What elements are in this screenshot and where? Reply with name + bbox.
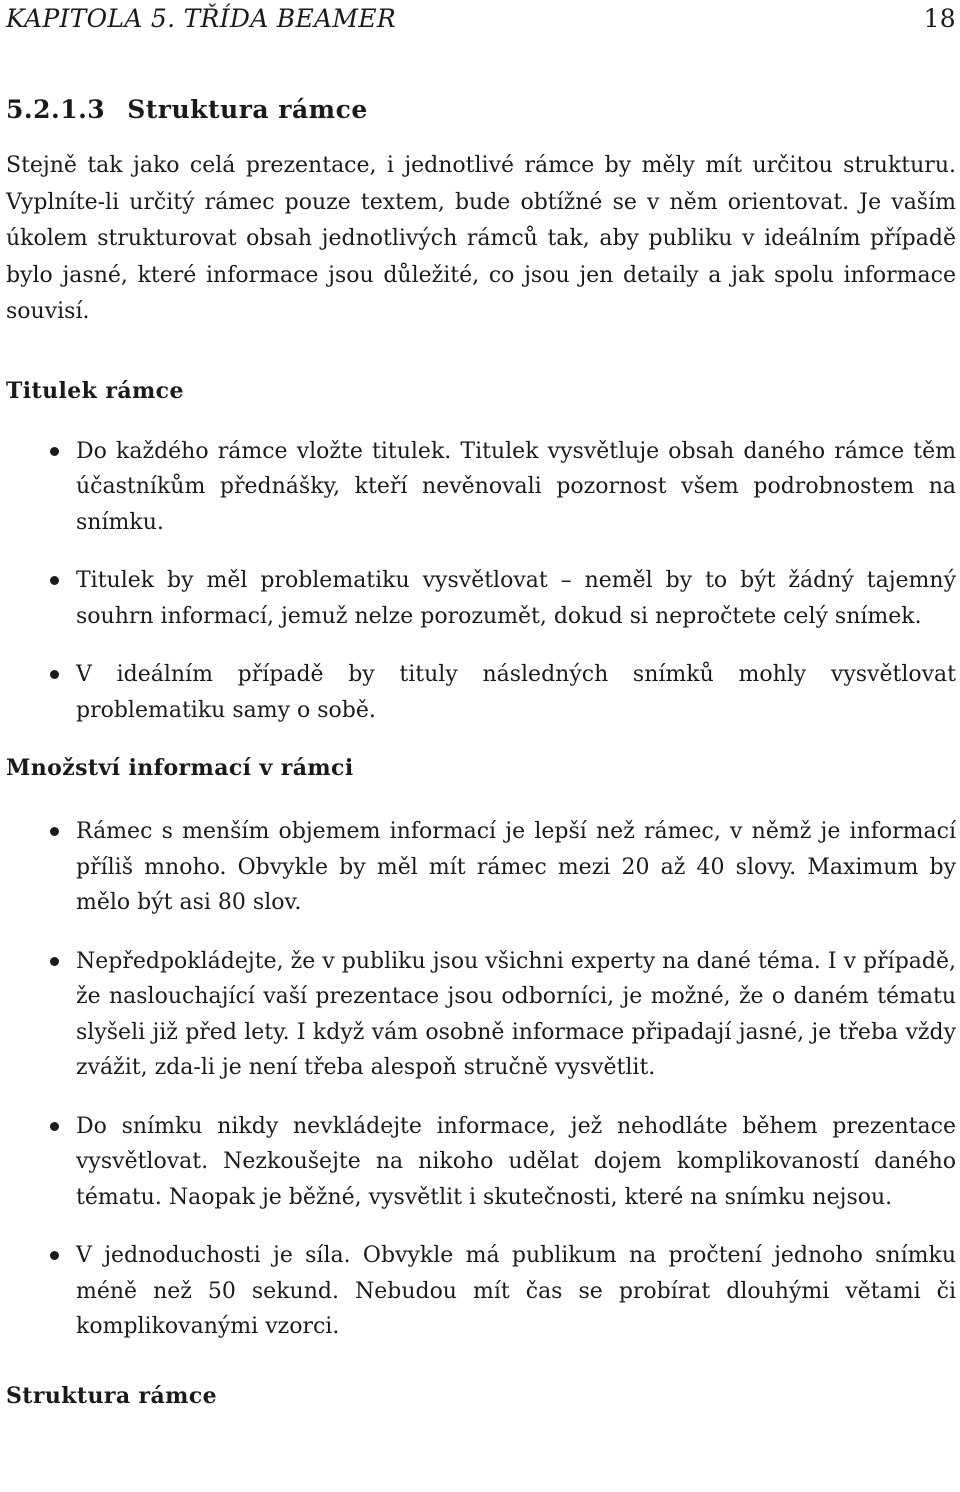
document-page <box>6 0 956 1413</box>
bullet-icon <box>50 447 59 456</box>
list-item-text: Do snímku nikdy nevkládejte informace, jež nehodláte během prezentace vysvětlovat. Nezkoušejte na nikoho udělat dojem komplikovaností daného tématu. Naopak je běžné, vysvětlit i skutečnosti, které na snímku nejsou. <box>76 1113 956 1210</box>
list-item-text: V jednoduchosti je síla. Obvykle má publikum na pročtení jednoho snímku méně než 50 sekund. Nebudou mít čas se probírat dlouhými větami či komplikovanými vzorci. <box>76 1243 956 1339</box>
bullet-icon <box>50 1122 59 1131</box>
list-item <box>6 1109 956 1216</box>
page-number: 18 <box>923 4 956 33</box>
block-title-mnozstvi: Množství informací v rámci <box>6 755 354 781</box>
section-heading <box>6 93 956 127</box>
running-header <box>6 4 956 44</box>
bullet-icon <box>50 670 59 679</box>
section-number: 5.2.1.3 <box>6 95 106 124</box>
bullet-icon <box>50 827 59 836</box>
list-item-text: Nepředpokládejte, že v publiku jsou všichni experty na dané téma. I v případě, že naslouchající vaší prezentace jsou odborníci, je možné, že o daném tématu slyšeli již před lety. I když vám osobně informace připadají jasné, je třeba vždy zvážit, zda-li je není třeba alespoň stručně vysvětlit. <box>76 948 956 1080</box>
chapter-header: KAPITOLA 5. TŘÍDA BEAMER <box>6 4 396 33</box>
list-item-text: Do každého rámce vložte titulek. Titulek vysvětluje obsah daného rámce těm účastníkům přednášky, kteří nevěnovali pozornost všem podrobnostem na snímku. <box>76 438 956 535</box>
list-item <box>6 657 956 728</box>
bullet-icon <box>50 576 59 585</box>
list-item-text: Titulek by měl problematiku vysvětlovat – neměl by to být žádný tajemný souhrn informací, jemuž nelze porozumět, dokud si nepročtete celý snímek. <box>76 568 956 629</box>
list-item <box>6 944 956 1086</box>
section-title: Struktura rámce <box>127 95 368 124</box>
list-item <box>6 814 956 921</box>
bullet-icon <box>50 1251 59 1260</box>
bullet-list-titulek <box>6 434 956 729</box>
block-title-struktura: Struktura rámce <box>6 1382 218 1409</box>
intro-paragraph: Stejně tak jako celá prezentace, i jednotlivé rámce by měly mít určitou strukturu. Vyplníte-li určitý rámec pouze textem, bude obtížné se v něm orientovat. Je vaším úkolem strukturovat obsah jednotlivých rámců tak, aby publiku v ideálním případě bylo jasné, které informace jsou důležité, co jsou jen detaily a jak spolu informace souvisí. <box>6 153 956 324</box>
list-item <box>6 434 956 541</box>
list-item <box>6 563 956 634</box>
list-item-text: V ideálním případě by tituly následných snímků mohly vysvětlovat problematiku samy o sobě. <box>76 662 956 723</box>
list-item <box>6 1238 956 1345</box>
bullet-icon <box>50 957 59 966</box>
list-item-text: Rámec s menším objemem informací je lepší než rámec, v němž je informací příliš mnoho. Obvykle by měl mít rámec mezi 20 až 40 slovy. Maximum by mělo být asi 80 slov. <box>76 819 956 915</box>
block-title-titulek: Titulek rámce <box>6 377 184 404</box>
bullet-list-mnozstvi <box>6 814 956 1345</box>
